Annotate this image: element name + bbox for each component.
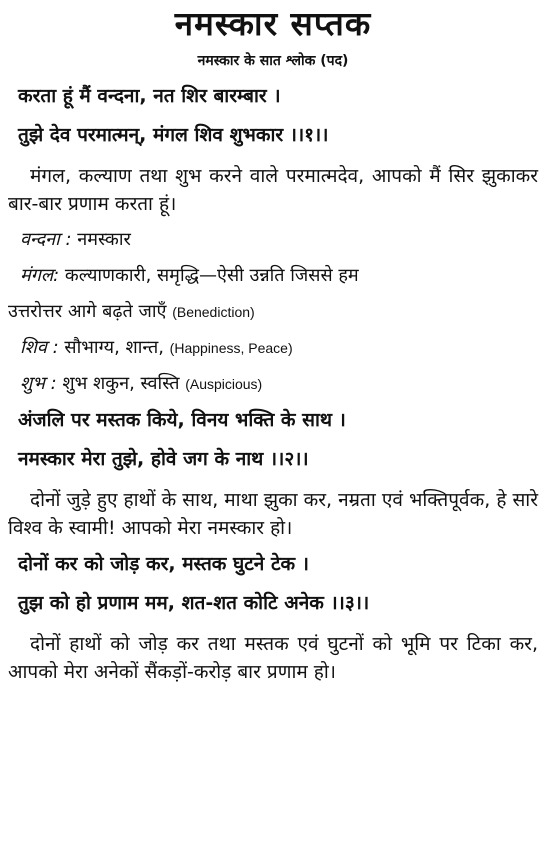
glossary-meaning: सौभाग्य, शान्त, <box>58 337 170 358</box>
meaning-1-text: मंगल, कल्याण तथा शुभ करने वाले परमात्मदेव, आपको मैं सिर झुकाकर बार-बार प्रणाम करता हूं। <box>8 165 538 215</box>
verse-3-line-2: तुझ को हो प्रणाम मम, शत-शत कोटि अनेक ।।३।। <box>18 592 370 614</box>
glossary-term: वन्दना : <box>20 229 72 250</box>
verse-3-line-1: दोनों कर को जोड़ कर, मस्तक घुटने टेक । <box>18 553 309 575</box>
glossary-meaning: शुभ शकुन, स्वस्ति <box>56 373 186 394</box>
glossary-meaning: उत्तरोत्तर आगे बढ़ते जाएँ <box>8 301 173 322</box>
meaning-1 <box>8 162 538 218</box>
glossary-english: (Auspicious) <box>185 376 263 392</box>
glossary-meaning: कल्याणकारी, समृद्धि—ऐसी उन्नति जिससे हम <box>59 265 359 286</box>
glossary-term: मंगल: <box>20 265 60 286</box>
meaning-2-text: दोनों जुड़े हुए हाथों के साथ, माथा झुका कर, नम्रता एवं भक्तिपूर्वक, हे सारे विश्व के स्वामी! आपको मेरा नमस्कार हो। <box>8 489 538 539</box>
page-subtitle: नमस्कार के सात श्लोक (पद) <box>197 53 349 69</box>
glossary-item <box>20 336 538 360</box>
glossary-item <box>8 300 538 324</box>
verse-1-line-2: तुझे देव परमात्मन्, मंगल शिव शुभकार ।।१।। <box>18 124 329 146</box>
glossary-term: शिव : <box>20 337 59 358</box>
verse-2-line-2: नमस्कार मेरा तुझे, होवे जग के नाथ ।।२।। <box>18 448 309 470</box>
glossary-term: शुभ : <box>20 373 57 394</box>
meaning-3-text: दोनों हाथों को जोड़ कर तथा मस्तक एवं घुटनों को भूमि पर टिका कर, आपको मेरा अनेकों सैंकड़ों-करोड़ बार प्रणाम हो। <box>8 633 538 683</box>
verse-1-line-1: करता हूं मैं वन्दना, नत शिर बारम्बार । <box>18 85 281 107</box>
glossary-meaning: नमस्कार <box>71 229 131 250</box>
meaning-2 <box>8 486 538 542</box>
glossary-english: (Benediction) <box>172 304 255 320</box>
page-title: नमस्कार सप्तक <box>174 4 372 43</box>
glossary-item <box>20 264 538 288</box>
glossary-english: (Happiness, Peace) <box>169 340 293 356</box>
meaning-3 <box>8 630 538 686</box>
glossary-item <box>20 372 538 396</box>
verse-2-line-1: अंजलि पर मस्तक किये, विनय भक्ति के साथ । <box>18 409 346 431</box>
glossary-item <box>20 228 538 252</box>
